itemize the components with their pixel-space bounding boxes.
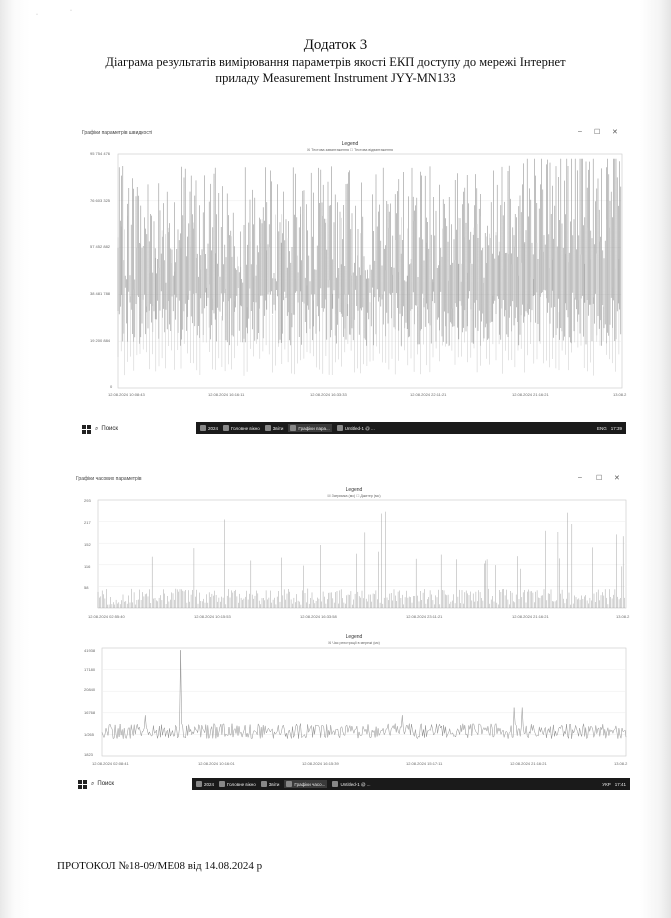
registration-y-tick: 41938 [84, 648, 96, 653]
clock[interactable]: 17:39 [610, 425, 622, 431]
delay-y-tick: 293 [84, 498, 91, 503]
language-indicator[interactable]: УКР [602, 781, 611, 787]
speed-x-tick: 13.08.2 [613, 392, 627, 397]
registration-x-tick: 12.08.2024 16:15:39 [302, 761, 339, 766]
close-button[interactable]: ✕ [612, 129, 618, 136]
taskbar-app-reports[interactable]: Звіти [261, 781, 280, 787]
delay-y-tick: 116 [84, 564, 91, 569]
delay-legend-series: ☒ Затримка (мс) ☐ Джитер (мс) [327, 494, 381, 498]
search-icon: ⌕ [91, 780, 95, 787]
delay-y-tick: 58 [84, 585, 89, 590]
scan-speck: · [36, 12, 38, 18]
taskbar-app-folder[interactable]: 2024 [200, 425, 218, 431]
system-tray [602, 782, 626, 787]
taskbar-search-2[interactable] [78, 777, 114, 791]
speed-x-tick: 12.08.2024 21:16:21 [512, 392, 549, 397]
speed-y-tick: 0 [110, 384, 113, 389]
speed-plot [118, 154, 622, 388]
speed-x-tick: 12.08.2024 16:16:11 [208, 392, 245, 397]
delay-y-tick: 217 [84, 520, 91, 525]
registration-x-tick: 12.08.2024 15:17:11 [406, 761, 443, 766]
registration-x-tick: 12.08.2024 21:16:21 [510, 761, 547, 766]
speed-window-title: Графіки параметрів швидкості [82, 130, 153, 136]
registration-y-tick: 16768 [84, 710, 96, 715]
registration-x-tick: 13.08.2 [614, 761, 628, 766]
windows-start-icon[interactable] [78, 780, 87, 789]
speed-x-tick: 12.08.2024 16:33:33 [310, 392, 347, 397]
system-tray [597, 426, 622, 431]
delay-x-tick: 12.08.2024 10:15:53 [194, 614, 231, 619]
search-label: Поиск [101, 426, 119, 432]
speed-y-tick: 76 603 325 [90, 198, 111, 203]
taskbar-app-untitled[interactable]: Untitled-1 @ ... [337, 425, 375, 431]
clock[interactable]: 17:41 [614, 781, 626, 787]
registration-y-tick: 1823 [84, 752, 93, 757]
registration-y-tick: 1/265 [84, 732, 95, 737]
windows-start-icon[interactable] [82, 425, 91, 434]
close-button[interactable]: ✕ [614, 475, 620, 482]
registration-legend-title: Legend [345, 634, 363, 640]
speed-legend-series: ☒ Тестова завантаження ☐ Тестова відвантаження [307, 148, 393, 152]
registration-y-tick: 17180 [84, 667, 96, 672]
time-window-title: Графіки часових параметрів [76, 476, 142, 482]
minimize-button[interactable]: – [578, 474, 582, 481]
delay-x-tick: 12.08.2024 16:33:58 [300, 614, 337, 619]
appendix-subtitle-line2: приладу Measurement Instrument JYY-MN133 [215, 71, 456, 85]
taskbar-app-reports[interactable]: Звіти [265, 425, 284, 431]
delay-x-tick: 12.08.2024 21:16:21 [512, 614, 549, 619]
speed-y-tick: 57 452 882 [90, 244, 111, 249]
speed-chart-window [80, 126, 628, 406]
registration-y-tick: 20840 [84, 687, 96, 692]
minimize-button[interactable]: – [578, 128, 582, 135]
delay-plot [98, 500, 626, 608]
appendix-subtitle-line1: Діаграма результатів вимірювання параметрів якості ЕКП доступу до мережі Інтернет [105, 55, 566, 69]
delay-x-tick: 12.08.2024 23:11:21 [406, 614, 443, 619]
delay-x-tick: 13.08.2 [616, 614, 630, 619]
taskbar-app-charts[interactable]: Графіки часо... [284, 780, 327, 788]
taskbar-app-main-window[interactable]: Головне вікно [223, 425, 260, 431]
registration-x-tick: 12.08.2024 02:08:41 [92, 761, 129, 766]
maximize-button[interactable]: ☐ [596, 475, 603, 482]
speed-y-tick: 19 200 884 [90, 338, 111, 343]
registration-x-tick: 12.08.2024 10:16:01 [198, 761, 235, 766]
taskbar-1 [196, 422, 626, 434]
delay-legend-title: Legend [345, 487, 363, 493]
search-label: Поиск [97, 781, 115, 787]
delay-x-tick: 12.08.2024 02:55:40 [88, 614, 125, 619]
registration-legend-series: ☒ Час реєстрації в мережі (мс) [328, 641, 380, 645]
speed-y-tick: 38 481 788 [90, 291, 111, 296]
search-icon: ⌕ [95, 425, 99, 432]
language-indicator[interactable]: ENG [596, 425, 607, 431]
taskbar-app-main-window[interactable]: Головне вікно [219, 781, 256, 787]
scan-speck: · [70, 8, 72, 14]
taskbar-app-charts[interactable]: Графіки пара... [288, 424, 331, 432]
speed-legend-title: Legend [341, 141, 359, 147]
speed-y-tick: 95 754 476 [90, 151, 111, 156]
protocol-footer: ПРОТОКОЛ №18-09/МЕ08 від 14.08.2024 р [57, 860, 263, 872]
registration-plot [102, 648, 626, 756]
speed-x-tick: 12.08.2024 22:11:21 [410, 392, 447, 397]
delay-y-tick: 152 [84, 542, 91, 547]
taskbar-2 [192, 778, 630, 790]
time-chart-window [74, 472, 632, 772]
taskbar-search-1[interactable] [82, 422, 118, 436]
speed-x-tick: 12.08.2024 10:08:43 [108, 392, 145, 397]
taskbar-app-untitled[interactable]: Untitled-1 @ ... [332, 781, 370, 787]
appendix-title: Додаток 3 [303, 37, 368, 53]
maximize-button[interactable]: ☐ [594, 129, 601, 136]
taskbar-app-folder[interactable]: 2024 [196, 781, 214, 787]
